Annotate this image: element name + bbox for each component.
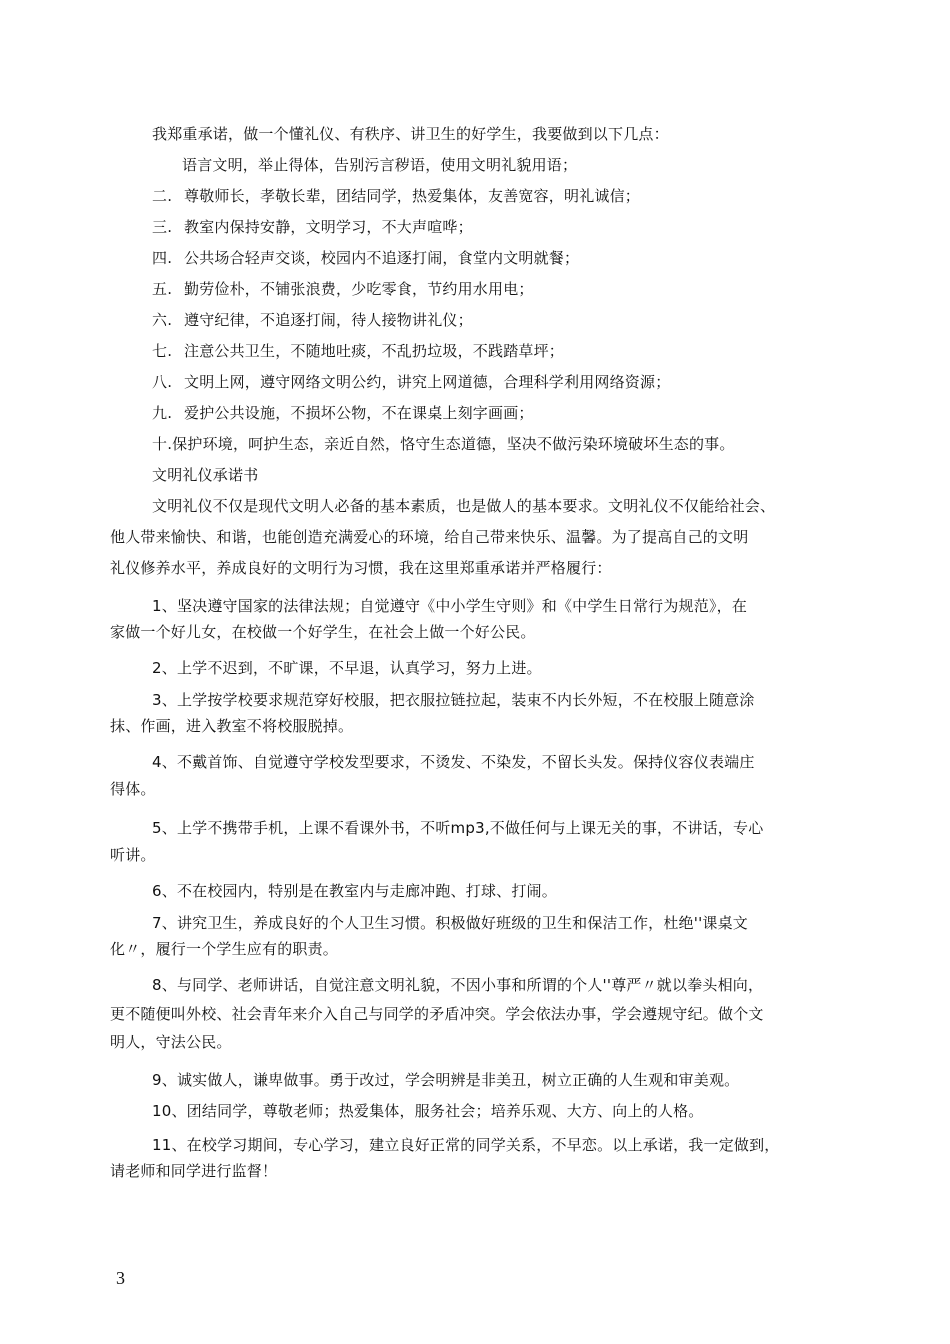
- pledge-item-text: 遵守纪律，不追逐打闹，待人接物讲礼仪；: [184, 311, 473, 329]
- commitment-line: 8、与同学、老师讲话，自觉注意文明礼貌，不因小事和所谓的个人''尊严〃就以拳头相向，: [152, 976, 764, 994]
- pledge-item-number: 八.: [152, 373, 173, 391]
- pledge-item-7: [152, 341, 564, 361]
- pledge-item-1: [182, 155, 577, 175]
- pledge-item-text: 文明上网，遵守网络文明公约，讲究上网道德，合理科学利用网络资源；: [184, 373, 671, 391]
- commitment-line: 化〃，履行一个学生应有的职责。: [110, 940, 339, 958]
- pledge-item-text: 爱护公共设施，不损坏公物，不在课桌上刻字画画；: [184, 404, 534, 422]
- commitment-line: 明人，守法公民。: [110, 1033, 232, 1051]
- commitment-line: 5、上学不携带手机，上课不看课外书，不听mp3,不做任何与上课无关的事，不讲话，专心: [152, 819, 764, 837]
- pledge-item-text: 公共场合轻声交谈，校园内不追逐打闹，食堂内文明就餐；: [184, 249, 580, 267]
- pledge-item-number: 四.: [152, 249, 173, 267]
- pledge-item-text: 注意公共卫生，不随地吐痰，不乱扔垃圾，不践踏草坪；: [184, 342, 565, 360]
- commitment-line: 7、讲究卫生，养成良好的个人卫生习惯。积极做好班级的卫生和保洁工作，杜绝''课桌文: [152, 914, 748, 932]
- pledge-item-text: 十.保护环境，呵护生态，亲近自然，恪守生态道德，坚决不做污染环境破坏生态的事。: [152, 435, 735, 453]
- commitment-line: 4、不戴首饰、自觉遵守学校发型要求，不烫发、不染发，不留长头发。保持仪容仪表端庄: [152, 753, 755, 771]
- pledge-item-4: [152, 248, 579, 268]
- commitment-line: 9、诚实做人，谦卑做事。勇于改过，学会明辨是非美丑，树立正确的人生观和审美观。: [152, 1071, 740, 1089]
- section-title: 文明礼仪承诺书: [152, 466, 259, 484]
- commitment-line: 11、在校学习期间，专心学习，建立良好正常的同学关系，不早恋。以上承诺，我一定做到，: [152, 1136, 780, 1154]
- commitment-line: 10、团结同学，尊敬老师；热爱集体，服务社会；培养乐观、大方、向上的人格。: [152, 1102, 704, 1120]
- commitment-line: 2、上学不迟到，不旷课，不早退，认真学习，努力上进。: [152, 659, 542, 677]
- pledge-item-number: 六.: [152, 311, 173, 329]
- commitment-line: 3、上学按学校要求规范穿好校服，把衣服拉链拉起，装束不内长外短，不在校服上随意涂: [152, 691, 755, 709]
- intro-line: 礼仪修养水平，养成良好的文明行为习惯，我在这里郑重承诺并严格履行：: [110, 559, 612, 577]
- pledge-item-9: [152, 403, 534, 423]
- pledge-item-10: [152, 434, 735, 454]
- pledge-item-8: [152, 372, 670, 392]
- page-number: 3: [116, 1268, 125, 1288]
- pledge-item-number: 五.: [152, 280, 173, 298]
- pledge-item-5: [152, 279, 534, 299]
- pledge-item-number: 二.: [152, 187, 173, 205]
- commitment-line: 家做一个好儿女，在校做一个好学生，在社会上做一个好公民。: [110, 623, 536, 641]
- pledge-item-text: 教室内保持安静，文明学习，不大声喧哗；: [184, 218, 473, 236]
- pledge-item-text: 尊敬师长，孝敬长辈，团结同学，热爱集体，友善宽容，明礼诚信；: [184, 187, 641, 205]
- intro-line: 他人带来愉快、和谐，也能创造充满爱心的环境，给自己带来快乐、温馨。为了提高自己的文明: [110, 528, 749, 546]
- commitment-line: 抹、作画，进入教室不将校服脱掉。: [110, 717, 354, 735]
- pledge-item-text: 语言文明，举止得体，告别污言秽语，使用文明礼貌用语；: [182, 156, 578, 174]
- pledge-item-number: 七.: [152, 342, 173, 360]
- commitment-line: 1、坚决遵守国家的法律法规；自觉遵守《中小学生守则》和《中学生日常行为规范》，在: [152, 597, 748, 615]
- pledge-item-number: 三.: [152, 218, 173, 236]
- pledge-item-6: [152, 310, 473, 330]
- commitment-line: 得体。: [110, 780, 156, 798]
- pledge-item-2: [152, 186, 640, 206]
- commitment-line: 听讲。: [110, 846, 156, 864]
- pledge-item-3: [152, 217, 473, 237]
- pledge-item-text: 勤劳俭朴，不铺张浪费，少吃零食，节约用水用电；: [184, 280, 534, 298]
- intro-line: 文明礼仪不仅是现代文明人必备的基本素质，也是做人的基本要求。文明礼仪不仅能给社会、: [152, 497, 776, 515]
- commitment-line: 6、不在校园内，特别是在教室内与走廊冲跑、打球、打闹。: [152, 882, 557, 900]
- commitment-line: 请老师和同学进行监督！: [110, 1162, 278, 1180]
- pledge-intro: 我郑重承诺，做一个懂礼仪、有秩序、讲卫生的好学生，我要做到以下几点：: [152, 125, 669, 143]
- pledge-item-number: 九.: [152, 404, 173, 422]
- commitment-line: 更不随便叫外校、社会青年来介入自己与同学的矛盾冲突。学会依法办事，学会遵规守纪。做个文: [110, 1005, 764, 1023]
